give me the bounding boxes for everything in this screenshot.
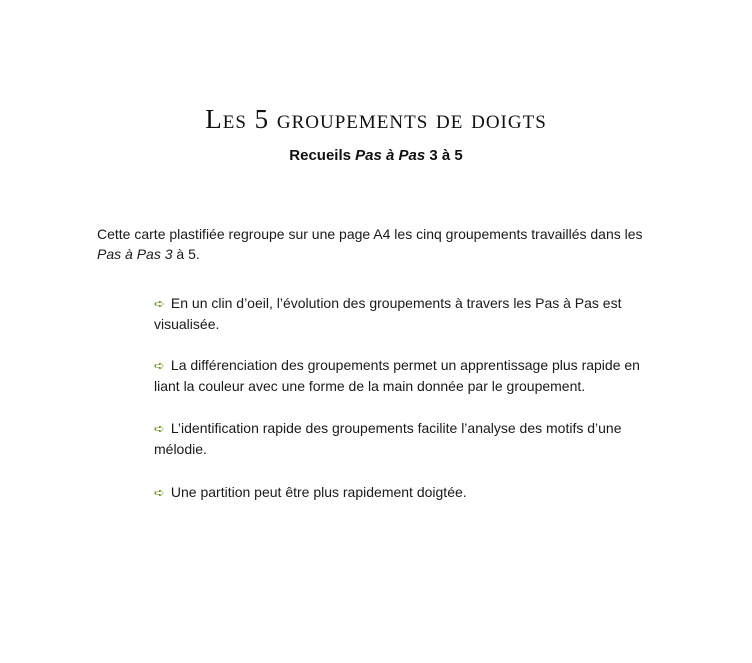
intro-italic: Pas à Pas 3 <box>97 246 173 262</box>
arrow-right-icon: ➪ <box>154 358 165 373</box>
intro-text: Cette carte plastifiée regroupe sur une page A4 les cinq groupements travaillés dans les <box>97 226 643 242</box>
subtitle-italic: Pas à Pas <box>355 147 426 164</box>
bullet-text: Une partition peut être plus rapidement doigtée. <box>170 484 467 500</box>
bullet-text: En un clin d’oeil, l’évolution des groupements à travers les Pas à Pas est visualisée. <box>154 295 622 332</box>
bullet-item <box>154 355 654 396</box>
bullet-item <box>154 418 654 459</box>
page-title: Les 5 groupements de doigts <box>205 104 547 134</box>
intro-suffix: à 5. <box>172 246 200 262</box>
bullet-text: L’identification rapide des groupements facilite l’analyse des motifs d’une mélodie. <box>154 420 622 457</box>
bullet-item <box>154 293 654 334</box>
bullet-text: La différenciation des groupements permet un apprentissage plus rapide en liant la couleur avec une forme de la main donnée par le groupement. <box>154 357 640 394</box>
bullet-item <box>154 482 654 503</box>
subtitle-suffix: 3 à 5 <box>425 147 463 164</box>
intro-paragraph <box>97 224 662 264</box>
page-subtitle <box>0 147 752 164</box>
arrow-right-icon: ➪ <box>154 421 165 436</box>
subtitle-prefix: Recueils <box>289 147 356 164</box>
arrow-right-icon: ➪ <box>154 485 165 500</box>
arrow-right-icon: ➪ <box>154 296 165 311</box>
